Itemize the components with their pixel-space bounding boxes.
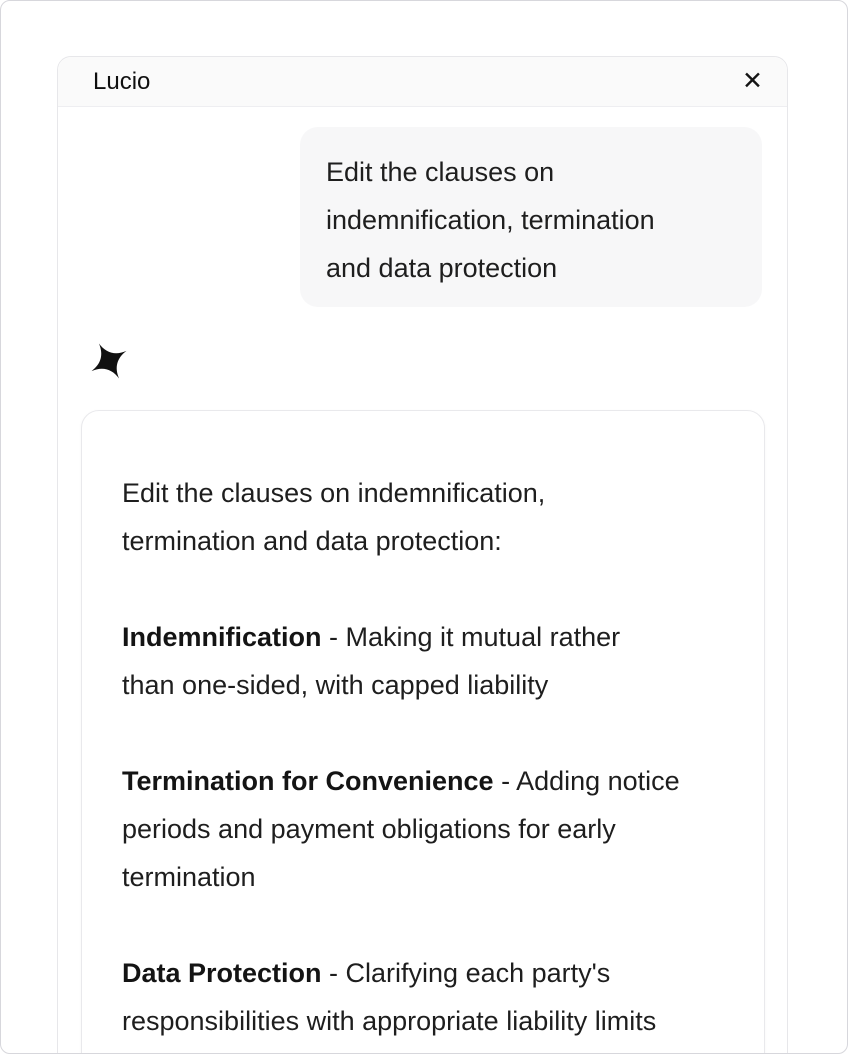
user-message-line: indemnification, termination [326,205,655,235]
message-line [122,613,724,661]
message-line [122,757,724,805]
message-line-text: - Adding notice [493,766,680,796]
assistant-paragraph [122,469,724,565]
panel-title: Lucio [93,67,151,95]
user-message-line: Edit the clauses on [326,157,555,187]
message-line-text: - Clarifying each party's [321,958,611,988]
message-line: termination [122,862,256,892]
assistant-paragraph [122,613,724,709]
close-icon: ✕ [742,67,763,95]
message-line [122,949,724,997]
message-line: than one-sided, with capped liability [122,670,549,700]
message-line: periods and payment obligations for early [122,814,616,844]
message-line-text: - Making it mutual rather [321,622,621,652]
chat-area[interactable] [58,107,787,1054]
panel-header [58,57,787,107]
message-line: Edit the clauses on indemnification, [122,478,546,508]
lucio-panel [57,56,788,1054]
assistant-paragraph [122,949,724,1045]
user-message-bubble [300,127,762,307]
user-message-line: and data protection [326,253,558,283]
assistant-message-card [81,410,765,1054]
sparkle-icon [87,339,131,383]
assistant-paragraph [122,757,724,901]
message-line: termination and data protection: [122,526,502,556]
assistant-avatar [87,339,131,383]
clause-title: Indemnification [122,622,322,652]
close-button[interactable] [742,69,763,94]
clause-title: Termination for Convenience [122,766,494,796]
clause-title: Data Protection [122,958,322,988]
message-line: responsibilities with appropriate liability limits [122,1006,657,1036]
